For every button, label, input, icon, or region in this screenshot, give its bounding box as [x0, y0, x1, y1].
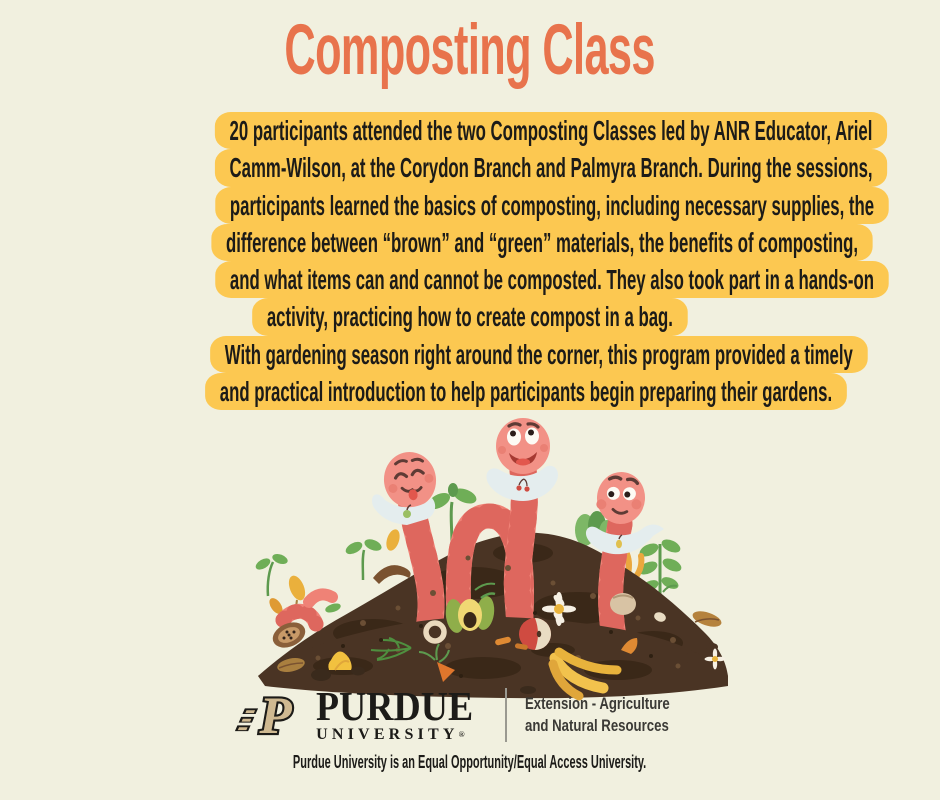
purdue-text: PURDUE: [316, 682, 474, 729]
story-line: difference between “brown” and “green” materials, the benefits of composting,: [0, 224, 940, 261]
university-text: UNIVERSITY®: [316, 725, 465, 743]
story-line: and practical introduction to help participants begin preparing their gardens.: [0, 373, 940, 410]
logo-divider: [505, 688, 507, 742]
compost-illustration-svg: [223, 418, 743, 701]
page-title: Composting Class: [284, 11, 656, 90]
extension-unit-name: Extension - Agriculture and Natural Resources: [524, 695, 670, 736]
purdue-logo-lockup: [0, 682, 940, 746]
worm-middle: [496, 418, 550, 474]
story-line: Camm-Wilson, at the Corydon Branch and Palmyra Branch. During the sessions,: [0, 149, 940, 186]
story-line: 20 participants attended the two Composting Classes led by ANR Educator, Ariel: [0, 112, 940, 149]
flyer-page: [0, 12, 940, 800]
story-line: and what items can and cannot be composted. They also took part in a hands-on: [0, 261, 940, 298]
registered-mark: ®: [458, 729, 465, 739]
story-line: With gardening season right around the corner, this program provided a timely: [0, 336, 940, 373]
purdue-p-letter: P: [259, 687, 292, 746]
purdue-p-icon: [234, 685, 304, 745]
story-line: participants learned the basics of composting, including necessary supplies, the: [0, 187, 940, 224]
equal-opportunity-statement: Purdue University is an Equal Opportunity/Equal Access University.: [293, 752, 647, 773]
story-text-block: [0, 112, 940, 410]
story-line: activity, practicing how to create compost in a bag.: [0, 298, 940, 335]
purdue-wordmark: [316, 682, 487, 744]
compost-worms-illustration: [223, 418, 743, 701]
